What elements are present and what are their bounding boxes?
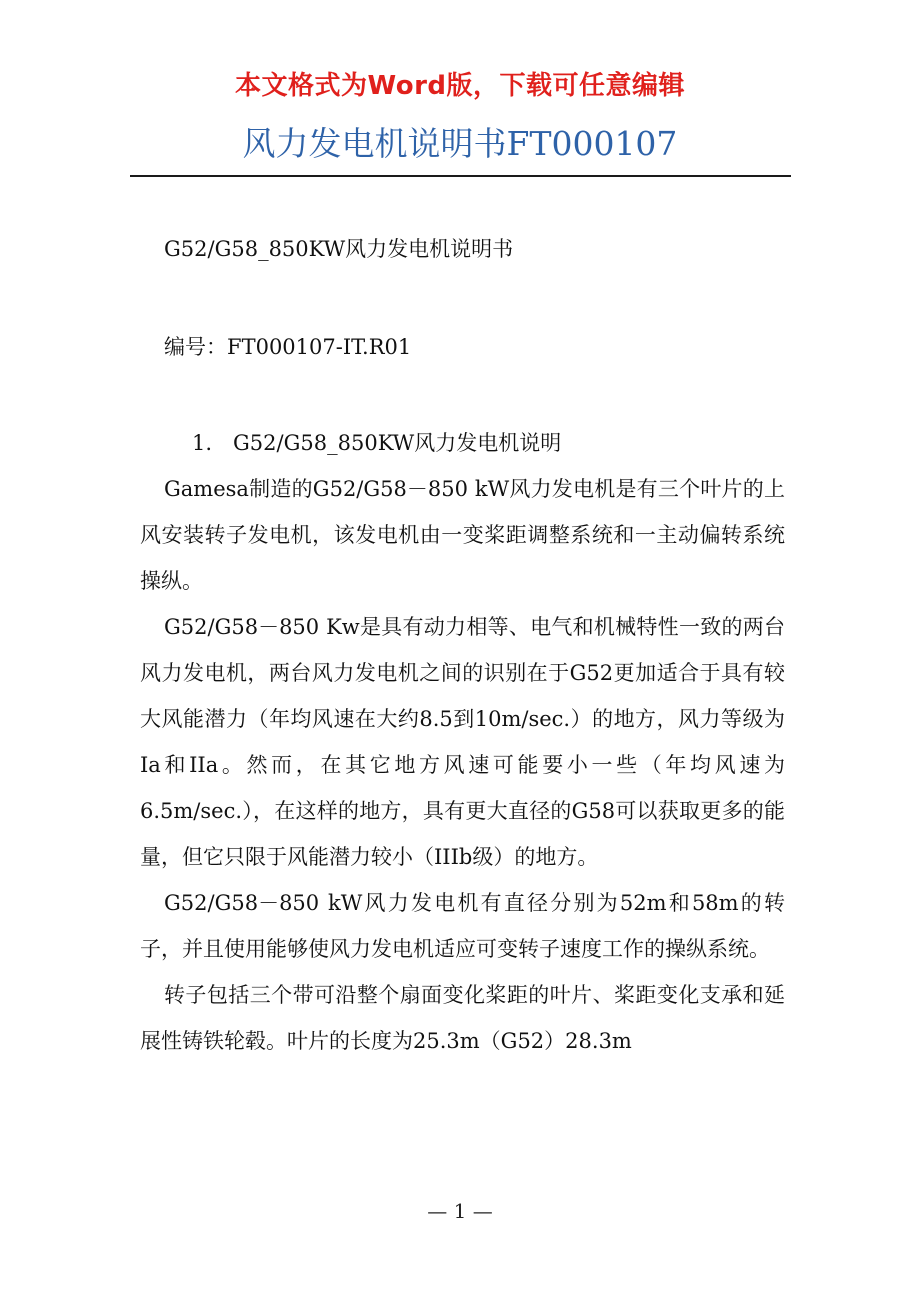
paragraph: 转子包括三个带可沿整个扇面变化桨距的叶片、桨距变化支承和延展性铸铁轮毂。叶片的长度为25.3m（G52）28.3m [140,983,785,1053]
paragraph: G52/G58－850 kW风力发电机有直径分别为52m和58m的转子，并且使用能够使风力发电机适应可变转子速度工作的操纵系统。 [140,891,785,961]
document-body [140,226,785,1064]
spacer [140,372,785,420]
format-notice-banner: 本文格式为Word版，下载可任意编辑 [234,71,686,101]
paragraph: Gamesa制造的G52/G58－850 kW风力发电机是有三个叶片的上风安装转子发电机，该发电机由一变桨距调整系统和一主动偏转系统操纵。 [140,477,785,593]
paragraph: G52/G58－850 Kw是具有动力相等、电气和机械特性一致的两台风力发电机，两台风力发电机之间的识别在于G52更加适合于具有较大风能潜力（年均风速在大约8.5到10m/sec.）的地方，风力等级为Ia和IIa。然而，在其它地方风速可能要小一些（年均风速为6.5m/sec.），在这样的地方，具有更大直径的G58可以获取更多的能量，但它只限于风能潜力较小（IIIb级）的地方。 [140,615,785,869]
section-heading: 1. G52/G58_850KW风力发电机说明 [192,431,562,455]
page-number: — 1 — [427,1199,493,1223]
document-title: 风力发电机说明书FT000107 [242,124,678,163]
document-serial-number: 编号：FT000107-IT.R01 [164,335,412,359]
header-divider [130,175,791,177]
spacer [140,276,785,324]
document-subtitle: G52/G58_850KW风力发电机说明书 [164,237,514,261]
